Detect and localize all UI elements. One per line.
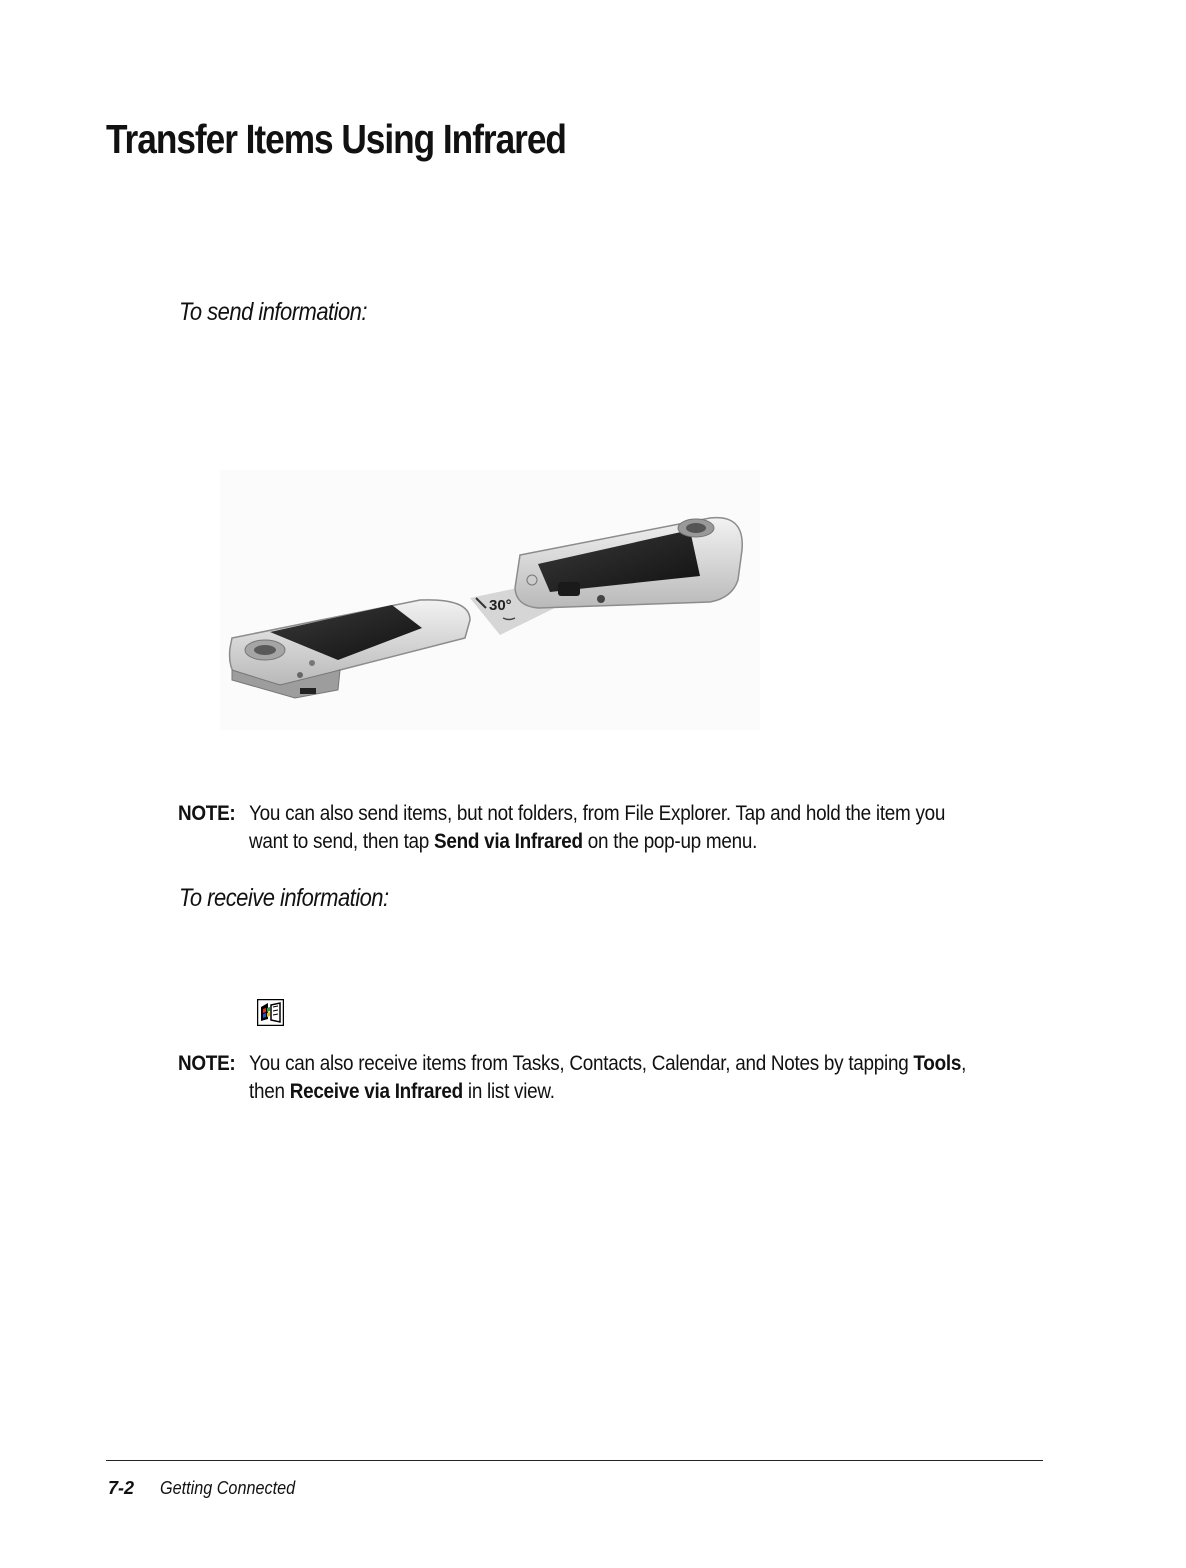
receive-via-infrared-command: Receive via Infrared [289, 1080, 463, 1103]
note-text: You can also receive items from Tasks, Contacts, Calendar, and Notes by tapping [249, 1052, 914, 1075]
start-menu-icon [257, 999, 284, 1026]
note-line: You can also send items, but not folders, from File Explorer. Tap and hold the item you [249, 802, 946, 825]
send-via-infrared-command: Send via Infrared [434, 830, 583, 853]
note-label: NOTE: [178, 802, 236, 825]
note-text: in list view. [462, 1080, 555, 1103]
infrared-devices-graphic [220, 470, 760, 730]
note-body [249, 800, 969, 856]
note-line [249, 828, 969, 856]
receive-information-heading: To receive information: [179, 884, 389, 912]
note-line [249, 1050, 969, 1078]
footer-chapter-title: Getting Connected [160, 1478, 296, 1498]
footer-page-number: 7-2 [108, 1478, 135, 1498]
footer-rule [106, 1460, 1043, 1461]
note-body [249, 1050, 969, 1106]
note-text: on the pop-up menu. [582, 830, 758, 853]
note-text: , [961, 1052, 967, 1075]
note-line [249, 1078, 969, 1106]
angle-label: 30° [489, 597, 512, 614]
tools-command: Tools [913, 1052, 962, 1075]
infrared-transfer-illustration [220, 470, 760, 730]
send-information-heading: To send information: [179, 298, 367, 326]
page-title: Transfer Items Using Infrared [106, 116, 566, 162]
note-text: want to send, then tap [249, 830, 435, 853]
note-text: then [249, 1080, 290, 1103]
note-label: NOTE: [178, 1052, 236, 1075]
